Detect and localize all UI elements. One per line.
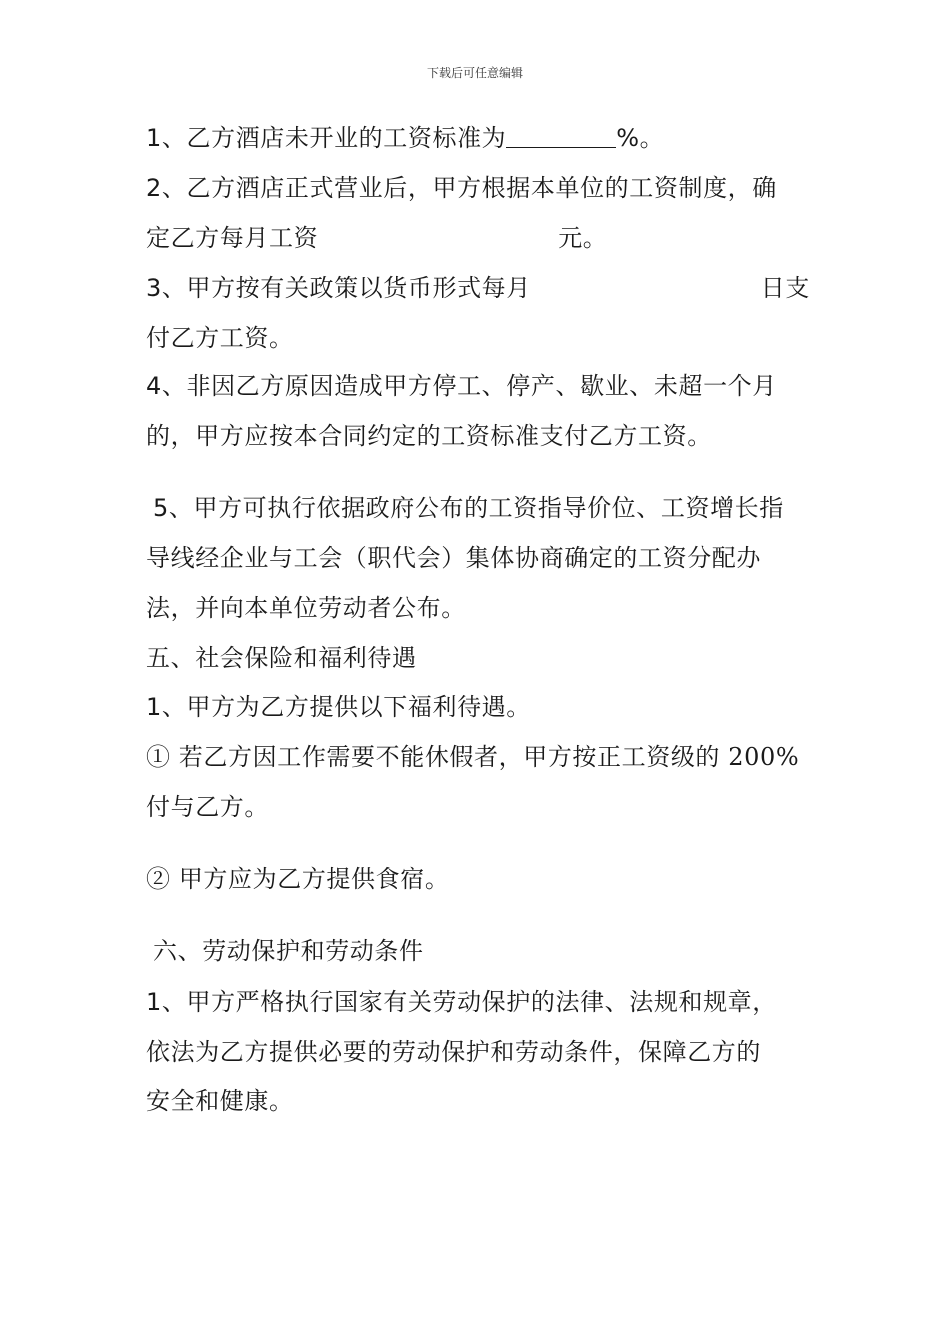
clause-number: 4 — [146, 372, 162, 400]
clause-text: 法，并向本单位劳动者公布。 — [146, 594, 466, 622]
clause-text: 、甲方严格执行国家有关劳动保护的法律、法规和规章， — [161, 988, 777, 1016]
clause-suffix: 元。 — [558, 224, 608, 252]
page-header: 下载后可任意编辑 — [426, 66, 523, 80]
protection-clause-1-line-cont — [146, 1035, 761, 1069]
clause-number: 3 — [146, 274, 162, 302]
clause-text: 安全和健康。 — [146, 1087, 294, 1115]
benefit-clause-1-line — [146, 690, 531, 724]
clause-4-line — [146, 369, 777, 403]
clause-5-line-cont2 — [146, 591, 466, 625]
clause-3-line-cont — [146, 321, 294, 355]
clause-text: 、甲方按有关政策以货币形式每月 — [161, 274, 531, 302]
benefit-item-2-line — [146, 862, 449, 896]
fill-in-blank[interactable] — [506, 125, 616, 148]
section-title: 五、社会保险和福利待遇 — [146, 644, 417, 672]
clause-text: 的，甲方应按本合同约定的工资标准支付乙方工资。 — [146, 422, 712, 450]
benefit-item-1-line — [146, 740, 799, 774]
clause-text: 导线经企业与工会（职代会）集体协商确定的工资分配办 — [146, 544, 761, 572]
protection-clause-1-line — [146, 985, 777, 1019]
clause-text: 、非因乙方原因造成甲方停工、停产、歇业、未超一个月 — [161, 372, 777, 400]
clause-text: 定乙方每月工资 — [146, 224, 319, 252]
clause-4-line-cont — [146, 419, 712, 453]
clause-2-line — [146, 171, 777, 205]
clause-number: 1 — [146, 124, 162, 152]
clause-text: ② 甲方应为乙方提供食宿。 — [146, 865, 450, 893]
clause-number: 1 — [146, 988, 162, 1016]
clause-number: 2 — [146, 174, 162, 202]
clause-text: 、甲方可执行依据政府公布的工资指导价位、工资增长指 — [168, 494, 784, 522]
section-title: 六、劳动保护和劳动条件 — [153, 937, 424, 965]
section-6-heading — [153, 934, 424, 968]
clause-2-line-cont — [146, 221, 607, 255]
clause-text: 付乙方工资。 — [146, 324, 294, 352]
clause-3-line — [146, 271, 810, 305]
clause-5-line-cont — [146, 541, 761, 575]
clause-text: 、乙方酒店正式营业后，甲方根据本单位的工资制度，确 — [161, 174, 777, 202]
clause-text: 、甲方为乙方提供以下福利待遇。 — [161, 693, 531, 721]
benefit-item-1-line-cont — [146, 790, 269, 824]
clause-suffix: 日支 — [760, 274, 810, 302]
protection-clause-1-line-cont2 — [146, 1084, 294, 1118]
section-5-heading — [146, 641, 417, 675]
clause-number: 5 — [153, 494, 169, 522]
clause-5-line — [153, 491, 784, 525]
clause-number: 1 — [146, 693, 162, 721]
clause-text: 付与乙方。 — [146, 793, 269, 821]
clause-suffix: %。 — [616, 124, 665, 152]
clause-1-line — [146, 121, 664, 155]
clause-text: 依法为乙方提供必要的劳动保护和劳动条件，保障乙方的 — [146, 1038, 761, 1066]
clause-text: ① 若乙方因工作需要不能休假者，甲方按正工资级的 200% — [146, 743, 800, 771]
clause-text: 、乙方酒店未开业的工资标准为 — [161, 124, 507, 152]
